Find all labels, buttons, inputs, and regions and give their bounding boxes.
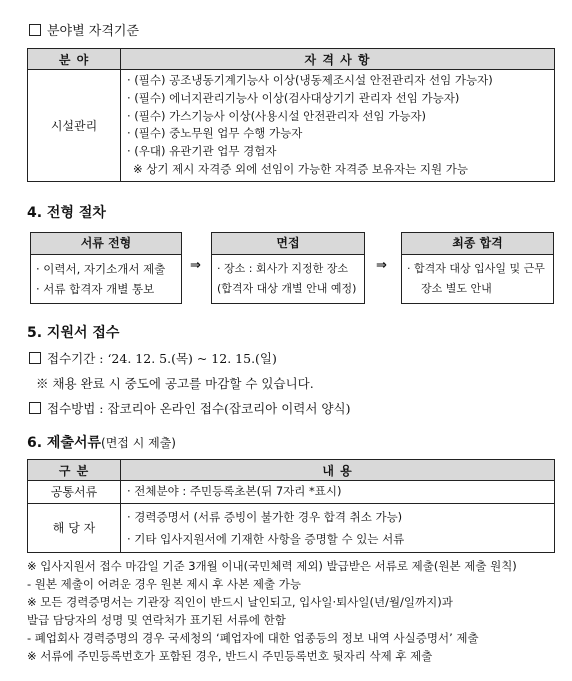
step-interview [211, 232, 365, 304]
step-document-screening [30, 232, 182, 304]
col-field-header: 분 야 [28, 49, 121, 70]
arrow-icon: ⇒ [376, 258, 387, 273]
checkbox-icon [29, 352, 41, 364]
field-cell: 시설관리 [28, 70, 121, 182]
qual-item: · (필수) 가스기능사 이상(사용시설 안전관리자 선임 가능자) [127, 108, 427, 123]
note-line: ※ 입사지원서 접수 마감일 기준 3개월 이내(국민체력 제외) 발급받은 서류로 제출(원본 제출 원칙) [27, 559, 517, 573]
section-header-text: 분야별 자격기준 [47, 24, 140, 39]
section4-title: 4. 전형 절차 [27, 205, 106, 221]
doc-type-cell: 공통서류 [28, 481, 121, 504]
application-method [29, 399, 350, 417]
step-title: 면접 [212, 233, 364, 255]
col-content-header: 내 용 [121, 460, 555, 481]
col-type-header: 구 분 [28, 460, 121, 481]
qual-item: · (우대) 유관기관 업무 경험자 [127, 144, 277, 159]
notes-block [27, 557, 517, 665]
section5-title: 5. 지원서 접수 [27, 325, 120, 341]
section6-heading [27, 432, 176, 452]
note-line: - 원본 제출이 어려운 경우 원본 제시 후 사본 제출 가능 [27, 577, 301, 591]
application-period [29, 349, 277, 367]
doc-content-cell [121, 503, 555, 552]
step-final-pass [401, 232, 554, 304]
qual-items-cell [121, 70, 555, 182]
application-method-text: 접수방법 : 잡코리아 온라인 접수(잡코리아 이력서 양식) [47, 401, 351, 416]
step-title: 최종 합격 [402, 233, 553, 255]
note-line: ※ 모든 경력증명서는 기관장 직인이 반드시 날인되고, 입사일·퇴사일(년/월/일까지)과 [27, 595, 453, 609]
note-line: 발급 담당자의 성명 및 연락처가 표기된 서류에 한함 [27, 613, 286, 627]
qual-note: ※ 상기 제시 자격증 외에 선임이 가능한 자격증 보유자는 지원 가능 [133, 161, 469, 176]
step-line: (합격자 대상 개별 안내 예정) [217, 282, 357, 295]
qualification-table [27, 48, 555, 182]
col-qual-header: 자 격 사 항 [121, 49, 555, 70]
step-line: · 이력서, 자기소개서 제출 [36, 262, 166, 276]
doc-content-cell [121, 481, 555, 504]
note-line: - 폐업회사 경력증명의 경우 국세청의 ‘폐업자에 대한 업종등의 정보 내역 사실증명서’ 제출 [27, 631, 479, 645]
note-line: ※ 서류에 주민등록번호가 포함된 경우, 반드시 주민등록번호 뒷자리 삭제 후 제출 [27, 649, 433, 663]
qual-item: · (필수) 에너지관리기능사 이상(검사대상기기 관리자 선임 가능자) [127, 90, 460, 105]
checkbox-icon [29, 24, 41, 36]
checkbox-icon [29, 402, 41, 414]
application-period-text: 접수기간 : ‘24. 12. 5.(목) ~ 12. 15.(일) [47, 351, 277, 366]
step-line: 장소 별도 안내 [421, 282, 492, 295]
arrow-icon: ⇒ [190, 258, 201, 273]
step-title: 서류 전형 [31, 233, 181, 255]
section6-title-note: (면접 시 제출) [101, 436, 176, 450]
section6-title: 6. 제출서류 [27, 435, 102, 451]
doc-item: · 경력증명서 (서류 증빙이 불가한 경우 합격 취소 가능) [127, 509, 403, 524]
step-line: · 장소 : 회사가 지정한 장소 [217, 262, 348, 275]
section-header [29, 20, 139, 39]
qual-item: · (필수) 공조냉동기계기능사 이상(냉동제조시설 안전관리자 선임 가능자) [127, 73, 493, 87]
documents-table [27, 459, 555, 553]
step-line: · 합격자 대상 입사일 및 근무 [407, 262, 545, 275]
period-note: ※ 채용 완료 시 중도에 공고를 마감할 수 있습니다. [36, 376, 314, 391]
doc-item: · 기타 입사지원서에 기재한 사항을 증명할 수 있는 서류 [127, 531, 405, 546]
qual-item: · (필수) 중노무원 업무 수행 가능자 [127, 126, 303, 141]
doc-item: · 전체분야 : 주민등록초본(뒤 7자리 *표시) [127, 484, 342, 498]
step-line: · 서류 합격자 개별 통보 [36, 282, 155, 296]
doc-type-cell: 해 당 자 [28, 503, 121, 552]
